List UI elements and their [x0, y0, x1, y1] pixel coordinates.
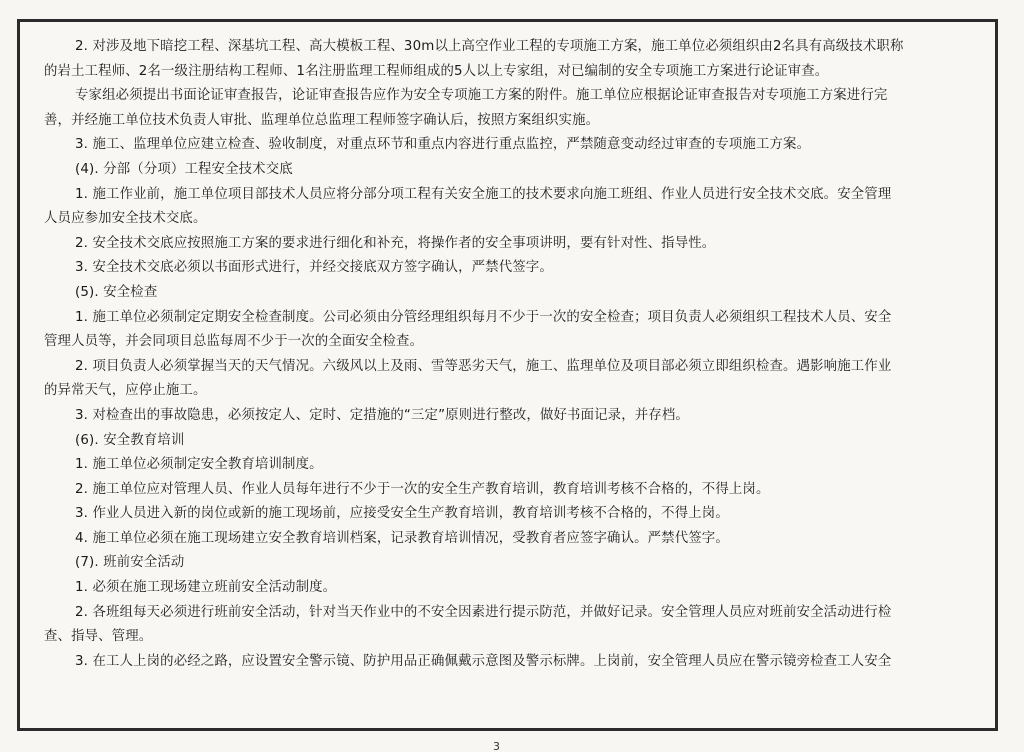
text-line: 1. 施工作业前，施工单位项目部技术人员应将分部分项工程有关安全施工的技术要求向施工班组、作业人员进行安全技术交底。安全管理 — [75, 186, 892, 202]
text-line: (4). 分部（分项）工程安全技术交底 — [75, 161, 293, 177]
text-line: 3. 对检查出的事故隐患，必须按定人、定时、定措施的“三定”原则进行整改，做好书面记录，并存档。 — [75, 407, 689, 423]
page-number: 3 — [493, 740, 500, 752]
text-line: 善，并经施工单位技术负责人审批、监理单位总监理工程师签字确认后，按照方案组织实施。 — [44, 112, 600, 128]
text-line: 3. 在工人上岗的必经之路，应设置安全警示镜、防护用品正确佩戴示意图及警示标牌。上岗前，安全管理人员应在警示镜旁检查工人安全 — [75, 653, 892, 669]
text-line: 查、指导、管理。 — [44, 629, 153, 645]
text-line: 2. 对涉及地下暗挖工程、深基坑工程、高大模板工程、30m以上高空作业工程的专项施工方案，施工单位必须组织由2名具有高级技术职称 — [75, 39, 904, 54]
text-line: 2. 各班组每天必须进行班前安全活动，针对当天作业中的不安全因素进行提示防范，并做好记录。安全管理人员应对班前安全活动进行检 — [75, 604, 892, 620]
text-line: 1. 施工单位必须制定安全教育培训制度。 — [75, 457, 323, 473]
text-line: 的岩土工程师、2名一级注册结构工程师、1名注册监理工程师组成的5人以上专家组，对已编制的安全专项施工方案进行论证审查。 — [44, 63, 829, 79]
text-line: 1. 必须在施工现场建立班前安全活动制度。 — [75, 580, 337, 596]
text-line: 3. 作业人员进入新的岗位或新的施工现场前，应接受安全生产教育培训，教育培训考核不合格的，不得上岗。 — [75, 506, 729, 522]
text-line: 管理人员等，并会同项目总监每周不少于一次的全面安全检查。 — [44, 334, 424, 350]
document-body — [44, 35, 974, 674]
text-line: 1. 施工单位必须制定定期安全检查制度。公司必须由分管经理组织每月不少于一次的安全检查；项目负责人必须组织工程技术人员、安全 — [75, 309, 892, 325]
text-line: 3. 安全技术交底必须以书面形式进行，并经交接底双方签字确认，严禁代签字。 — [75, 260, 553, 276]
text-line: 的异常天气，应停止施工。 — [44, 383, 207, 399]
text-line: (7). 班前安全活动 — [75, 555, 185, 571]
text-line: 专家组必须提出书面论证审查报告，论证审查报告应作为安全专项施工方案的附件。施工单位应根据论证审查报告对专项施工方案进行完 — [75, 88, 888, 104]
text-line: (5). 安全检查 — [75, 284, 158, 300]
text-line: 人员应参加安全技术交底。 — [44, 211, 207, 227]
text-line: 2. 安全技术交底应按照施工方案的要求进行细化和补充，将操作者的安全事项讲明，要有针对性、指导性。 — [75, 235, 716, 251]
text-line: 4. 施工单位必须在施工现场建立安全教育培训档案，记录教育培训情况，受教育者应签字确认。严禁代签字。 — [75, 530, 729, 546]
text-line: 2. 项目负责人必须掌握当天的天气情况。六级风以上及雨、雪等恶劣天气，施工、监理单位及项目部必须立即组织检查。遇影响施工作业 — [75, 358, 892, 374]
text-line: (6). 安全教育培训 — [75, 432, 185, 448]
text-line: 2. 施工单位应对管理人员、作业人员每年进行不少于一次的安全生产教育培训，教育培训考核不合格的，不得上岗。 — [75, 481, 770, 497]
text-line: 3. 施工、监理单位应建立检查、验收制度，对重点环节和重点内容进行重点监控，严禁随意变动经过审查的专项施工方案。 — [75, 137, 811, 153]
